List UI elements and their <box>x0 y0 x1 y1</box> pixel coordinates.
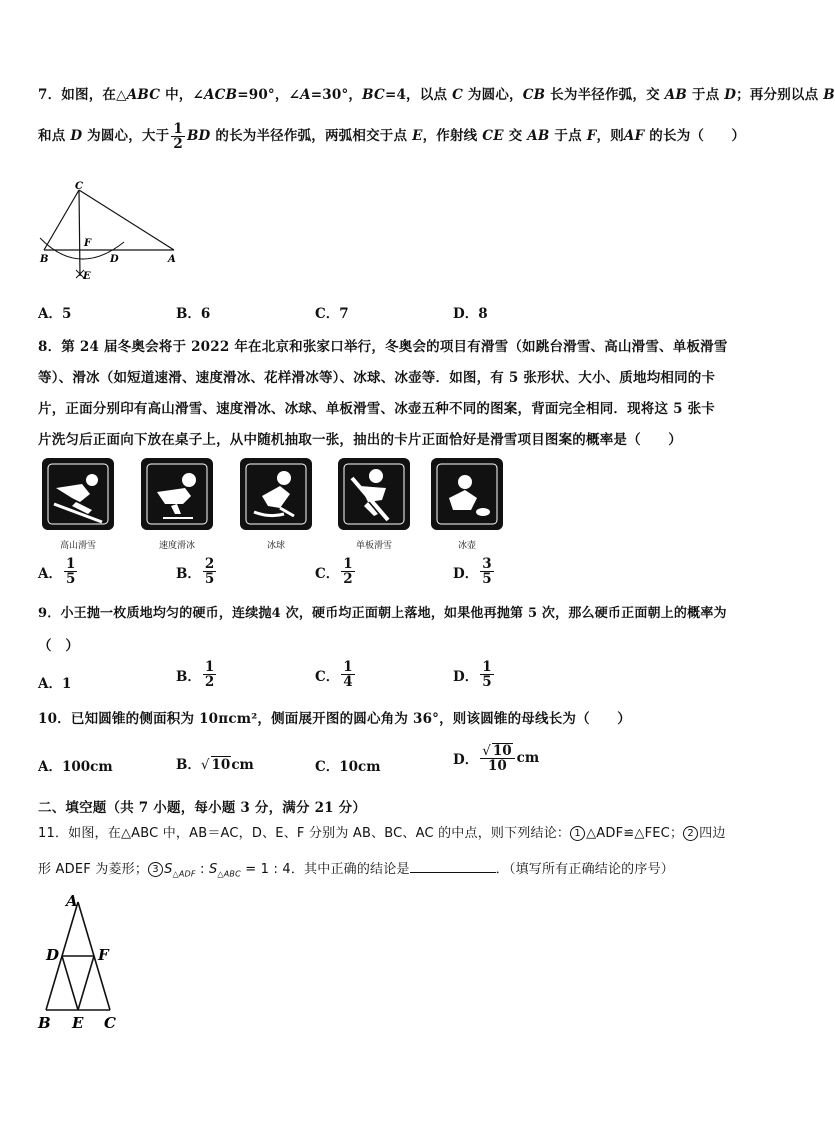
label-A: A <box>66 892 78 910</box>
label-B: B <box>38 1014 51 1032</box>
circled-number-3: 3 <box>148 862 163 877</box>
card-curling <box>431 458 503 530</box>
fraction: $\frac{1}{2}$ <box>343 556 353 588</box>
circled-number-2: 2 <box>683 826 698 841</box>
fraction: $\frac{2}{5}$ <box>204 556 215 588</box>
q9-line-1: 9．小王抛一枚质地均匀的硬币，连续抛4 次，硬币均正面朝上落地，如果他再抛第 5 次，那么硬币正面朝上的概率为 <box>38 606 727 621</box>
label-D: D <box>46 946 60 964</box>
label-A: A <box>168 254 176 265</box>
section-heading-fill-in: 二、填空题（共 7 小题，每小题 3 分，满分 21 分） <box>38 800 367 816</box>
speed-skating-icon <box>141 458 213 530</box>
answer-blank[interactable] <box>410 860 496 873</box>
q9-option-c[interactable]: C． $\frac{1}{4}$ <box>315 659 353 691</box>
label-F: F <box>84 238 92 249</box>
fraction: $\frac{1}{4}$ <box>343 659 353 691</box>
circled-number-1: 1 <box>570 826 585 841</box>
q7-triangle-figure <box>34 178 184 284</box>
q11-line-2: 形 ADEF 为菱形； 3 $S_{\triangle ADF}$ : $S_{\triangle ABC} = 1$ : 4．其中正确的结论是 ．（填写所有正确结论的序号） <box>38 862 674 879</box>
card-caption-2: 速度滑冰 <box>158 541 195 551</box>
ice-hockey-icon <box>240 458 312 530</box>
label-E: E <box>83 271 91 282</box>
label-F: F <box>98 946 109 964</box>
q8-line-2: 等）、滑冰（如短道速滑、速度滑冰、花样滑冰等）、冰球、冰壶等．如图，有 5 张形状、大小、质地均相同的卡 <box>38 370 716 386</box>
card-caption-5: 冰壶 <box>457 541 476 551</box>
q10-line-1: 10．已知圆锥的侧面积为 10πcm²，侧面展开图的圆心角为 36°，则该圆锥的母线长为（ ） <box>38 711 631 727</box>
q7-line-2: 和点 D 为圆心，大于 $\frac{1}{2}$ BD 的长为半径作弧，两弧相交于点 E，作射线 CE 交 AB 于点 F，则AF 的长为（ ） <box>38 121 746 153</box>
label-E: E <box>72 1014 84 1032</box>
fraction: $\frac{1}{2}$ <box>204 659 215 691</box>
q10-option-d[interactable]: D． $\frac{√ 10}{10}$ cm <box>453 743 540 775</box>
q8-option-c[interactable]: C． $\frac{1}{2}$ <box>315 556 353 588</box>
one-half-fraction: $\frac{1}{2}$ <box>173 121 183 153</box>
fraction: $\frac{1}{5}$ <box>482 659 492 691</box>
card-caption-1: 高山滑雪 <box>59 541 96 551</box>
q9-option-a[interactable]: A．1 <box>38 676 72 692</box>
alpine-skiing-icon <box>42 458 114 530</box>
card-speed-skating <box>141 458 213 530</box>
curling-icon <box>431 458 503 530</box>
q7-option-d[interactable]: D．8 <box>453 306 488 322</box>
q11-triangle-figure <box>34 890 130 1032</box>
fraction: $\frac{3}{5}$ <box>482 556 492 588</box>
fraction: $\frac{1}{5}$ <box>65 556 76 588</box>
fraction: $\frac{√ 10}{10}$ <box>480 743 514 773</box>
q9-line-2: （ ） <box>38 638 80 654</box>
q8-option-a[interactable]: A． $\frac{1}{5}$ <box>38 556 76 588</box>
q9-option-d[interactable]: D． $\frac{1}{5}$ <box>453 659 492 691</box>
q11-line-1: 11．如图，在△ABC 中，AB＝AC，D、E、F 分别为 AB、BC、AC 的中点，则下列结论： 1 △ADF≌△FEC； 2 四边 <box>38 826 726 841</box>
q10-option-b[interactable]: B．√ 10cm <box>176 757 254 773</box>
label-C: C <box>75 181 83 192</box>
q8-line-4: 片洗匀后正面向下放在桌子上，从中随机抽取一张，抽出的卡片正面恰好是滑雪项目图案的概率是（ ） <box>38 432 682 448</box>
q9-option-b[interactable]: B． $\frac{1}{2}$ <box>176 659 215 691</box>
q8-line-3: 片，正面分别印有高山滑雪、速度滑冰、冰球、单板滑雪、冰壶五种不同的图案，背面完全相同．现将这 5 张卡 <box>38 401 715 417</box>
q7-line-1: 7．如图，在△ABC 中，∠ACB=90°，∠A=30°，BC=4，以点 C 为圆心，CB 长为半径作弧，交 AB 于点 D；再分别以点 B <box>38 87 835 103</box>
q8-option-b[interactable]: B． $\frac{2}{5}$ <box>176 556 215 588</box>
label-B: B <box>40 254 49 265</box>
card-caption-3: 冰球 <box>266 541 285 551</box>
q10-option-a[interactable]: A．100cm <box>38 759 113 775</box>
card-alpine-skiing <box>42 458 114 530</box>
label-D: D <box>110 254 119 265</box>
q7-option-a[interactable]: A．5 <box>38 306 72 322</box>
q10-option-c[interactable]: C．10cm <box>315 759 381 775</box>
q8-line-1: 8．第 24 届冬奥会将于 2022 年在北京和张家口举行，冬奥会的项目有滑雪（如跳台滑雪、高山滑雪、单板滑雪 <box>38 339 728 355</box>
snowboarding-icon <box>338 458 410 530</box>
label-C: C <box>104 1014 116 1032</box>
card-caption-4: 单板滑雪 <box>355 541 392 551</box>
q7-option-c[interactable]: C．7 <box>315 306 349 322</box>
card-ice-hockey <box>240 458 312 530</box>
q7-option-b[interactable]: B．6 <box>176 306 211 322</box>
card-snowboarding <box>338 458 410 530</box>
q8-option-d[interactable]: D． $\frac{3}{5}$ <box>453 556 492 588</box>
